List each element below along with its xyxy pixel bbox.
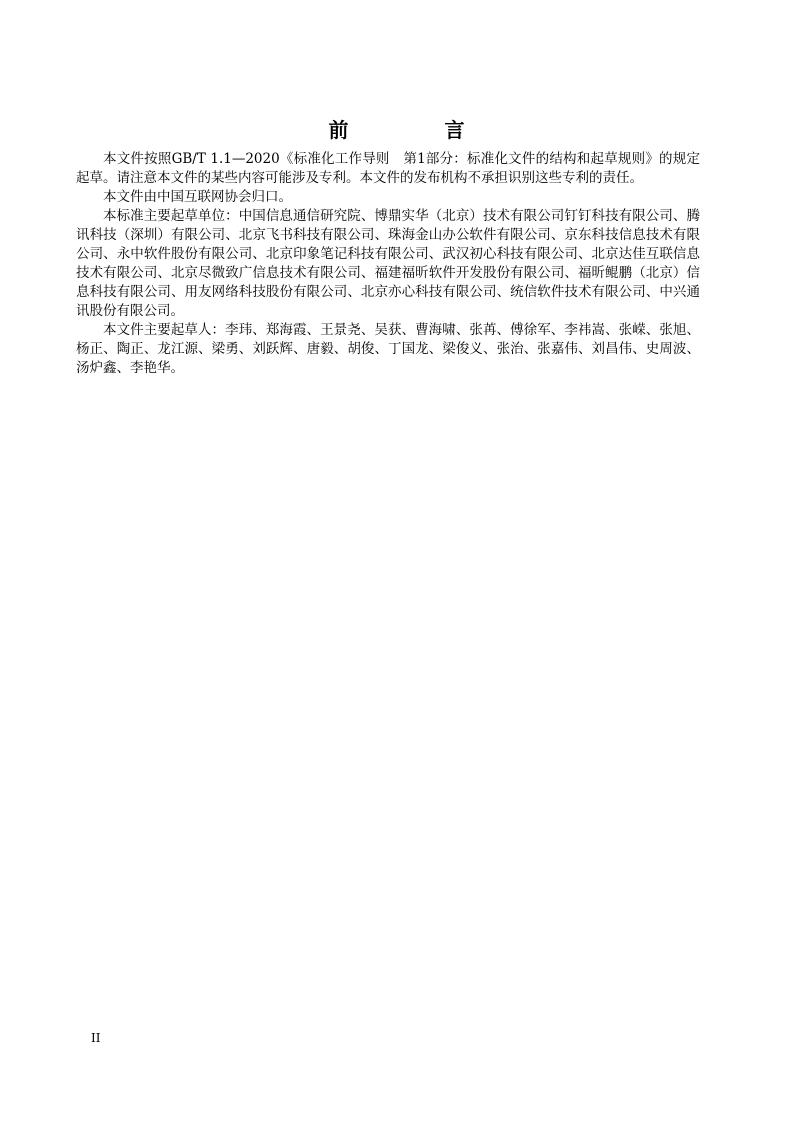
page-number: II	[91, 1031, 101, 1045]
paragraph-drafting-units: 本标准主要起草单位：中国信息通信研究院、博鼎实华（北京）技术有限公司钉钉科技有限公司、腾讯科技（深圳）有限公司、北京飞书科技有限公司、珠海金山办公软件有限公司、京东科技信息技术有限公司、永中软件股份有限公司、北京印象笔记科技有限公司、武汉初心科技有限公司、北京达佳互联信息技术有限公司、北京尽微致广信息技术有限公司、福建福昕软件开发股份有限公司、福昕鲲鹏（北京）信息科技有限公司、用友网络科技股份有限公司、北京亦心科技有限公司、统信软件技术有限公司、中兴通讯股份有限公司。	[76, 208, 700, 319]
paragraph-drafters: 本文件主要起草人：李玮、郑海霞、王景尧、吴获、曹海啸、张苒、傅徐军、李祎嵩、张嵘、张旭、杨正、陶正、龙江源、梁勇、刘跃辉、唐毅、胡俊、丁国龙、梁俊义、张治、张嘉伟、刘昌伟、史周波、汤炉鑫、李艳华。	[76, 322, 700, 376]
paragraph-responsible-organization: 本文件由中国互联网协会归口。	[103, 189, 292, 205]
foreword-body	[76, 150, 700, 378]
paragraph-drafting-rules: 本文件按照GB/T 1.1—2020《标准化工作导则 第1部分：标准化文件的结构和起草规则》的规定起草。请注意本文件的某些内容可能涉及专利。本文件的发布机构不承担识别这些专利的责任。	[76, 151, 700, 186]
page-title: 前 言	[328, 118, 503, 142]
